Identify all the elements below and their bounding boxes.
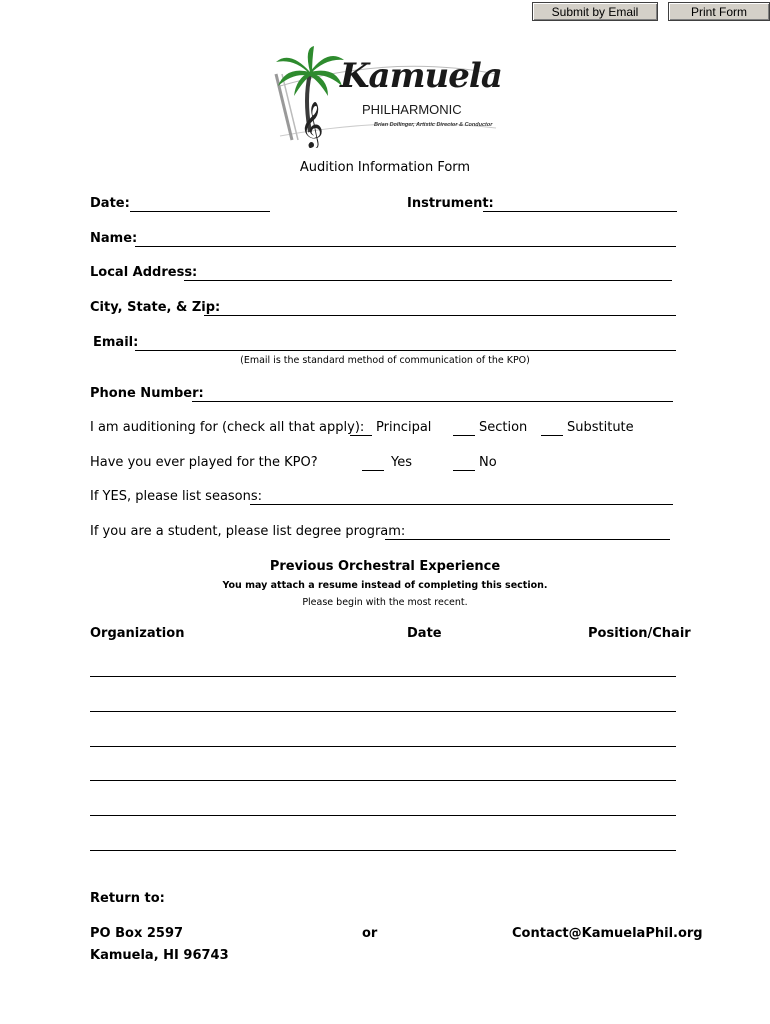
experience-row[interactable] <box>90 711 676 712</box>
city-state: Kamuela, HI 96743 <box>90 948 229 963</box>
address-label: Local Address: <box>90 265 198 280</box>
logo <box>270 44 502 148</box>
student-label: If you are a student, please list degree program: <box>90 524 406 539</box>
principal-checkbox[interactable] <box>350 435 372 436</box>
yes-label: Yes <box>391 455 412 470</box>
phone-label: Phone Number: <box>90 386 204 401</box>
print-form-button[interactable]: Print Form <box>668 2 770 21</box>
or-text: or <box>362 926 378 941</box>
seasons-field[interactable] <box>250 504 673 505</box>
experience-row[interactable] <box>90 746 676 747</box>
col-organization: Organization <box>90 626 185 641</box>
submit-by-email-button[interactable]: Submit by Email <box>532 2 658 21</box>
experience-row[interactable] <box>90 780 676 781</box>
city-field[interactable] <box>204 315 676 316</box>
experience-row[interactable] <box>90 815 676 816</box>
col-date: Date <box>407 626 442 641</box>
experience-row[interactable] <box>90 850 676 851</box>
return-label: Return to: <box>90 891 165 906</box>
po-box: PO Box 2597 <box>90 926 184 941</box>
name-field[interactable] <box>135 246 676 247</box>
email-field[interactable] <box>135 350 676 351</box>
experience-row[interactable] <box>90 676 676 677</box>
principal-label: Principal <box>376 420 432 435</box>
name-label: Name: <box>90 231 138 246</box>
instrument-label: Instrument: <box>407 196 494 211</box>
student-field[interactable] <box>385 539 670 540</box>
svg-text:𝄞: 𝄞 <box>300 102 324 148</box>
substitute-label: Substitute <box>567 420 634 435</box>
substitute-checkbox[interactable] <box>541 435 563 436</box>
auditioning-label: I am auditioning for (check all that apply): <box>90 420 365 435</box>
played-label: Have you ever played for the KPO? <box>90 455 318 470</box>
logo-tagline: Brian Dollinger, Artistic Director & Conductor <box>374 122 493 128</box>
instrument-field[interactable] <box>483 211 677 212</box>
city-label: City, State, & Zip: <box>90 300 221 315</box>
no-label: No <box>479 455 497 470</box>
experience-note-1: You may attach a resume instead of completing this section. <box>222 580 548 591</box>
email-label: Email: <box>93 335 139 350</box>
form-title: Audition Information Form <box>299 160 471 175</box>
experience-note-2: Please begin with the most recent. <box>302 597 468 608</box>
col-position: Position/Chair <box>588 626 691 641</box>
contact-email: Contact@KamuelaPhil.org <box>512 926 703 941</box>
logo-sub: PHILHARMONIC <box>362 102 462 117</box>
address-field[interactable] <box>184 280 672 281</box>
date-label: Date: <box>90 196 130 211</box>
date-field[interactable] <box>130 211 270 212</box>
email-note: (Email is the standard method of communication of the KPO) <box>240 355 530 366</box>
section-label: Section <box>479 420 528 435</box>
experience-heading: Previous Orchestral Experience <box>269 559 501 574</box>
phone-field[interactable] <box>192 401 673 402</box>
no-checkbox[interactable] <box>453 470 475 471</box>
section-checkbox[interactable] <box>453 435 475 436</box>
logo-name: Kamuela <box>340 56 502 96</box>
seasons-label: If YES, please list seasons: <box>90 489 263 504</box>
yes-checkbox[interactable] <box>362 470 384 471</box>
